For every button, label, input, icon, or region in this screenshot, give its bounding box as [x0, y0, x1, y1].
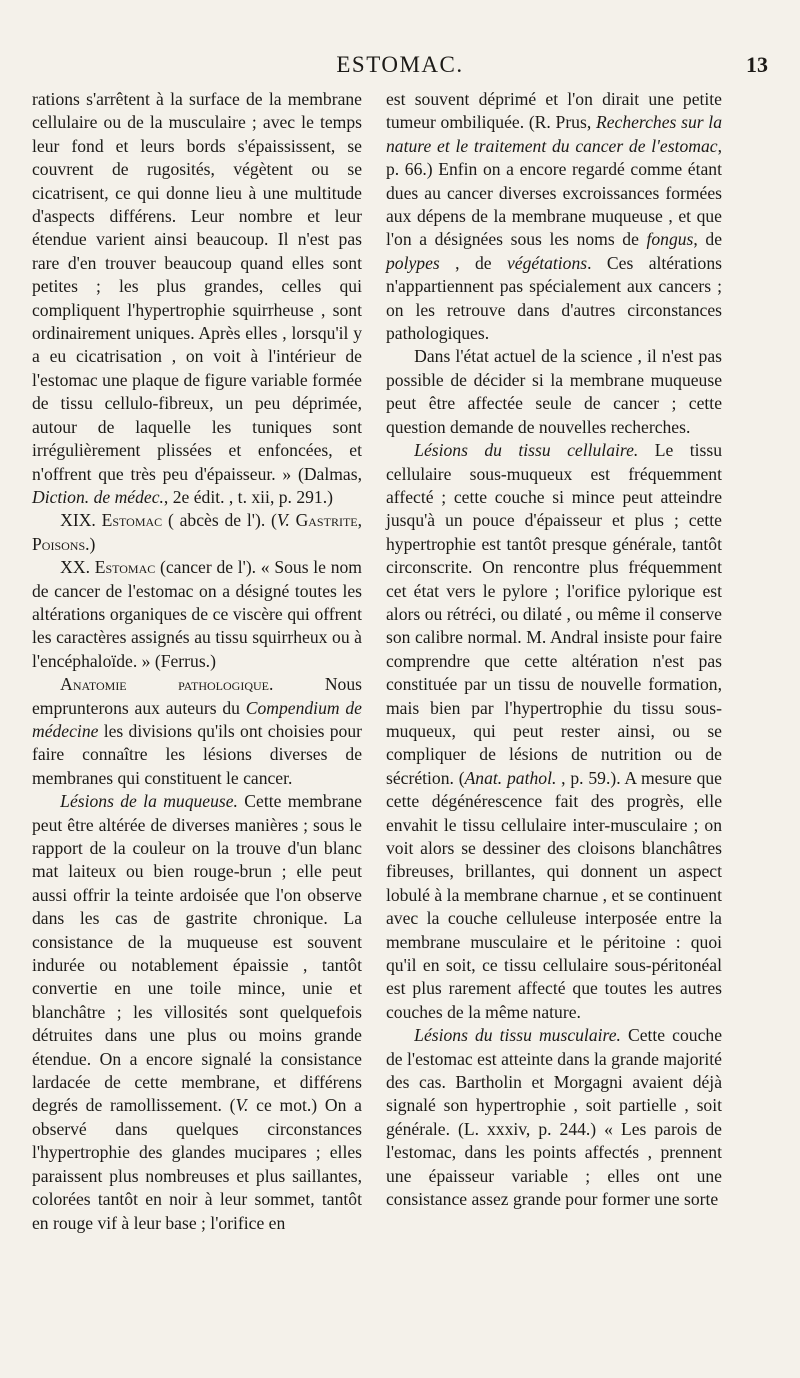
text: , de [439, 252, 507, 273]
column-divider [364, 92, 365, 1312]
text: rations s'arrêtent à la surface de la membrane cellulaire ou de la musculaire ; avec le temps leur fond et leurs bords s'épaississent, se couvrent de rugosités, végètent ou se cicatrisent, ce qui donne lieu à une multitude d'aspects différens. Leur nombre et leur étendue varient ainsi beaucoup. Il n'est pas rare d'en trouver beaucoup quand elles sont petites ; les plus grandes, celles qui compliquent l'hypertrophie squirrheuse , sont ordinairement uniques. Après elles , lorsqu'il y a eu cicatrisation , on voit à l'intérieur de l'estomac une plaque de figure variable formée de tissu cellulo-fibreux, un peu déprimée, autour de laquelle les tuniques sont irrégulièrement plissées et enfoncées, et n'offrent que très peu d'épaisseur. » (Dalmas, [32, 89, 362, 484]
text: Dans l'état actuel de la science , il n'est pas possible de décider si la membrane muqueuse peut être affectée seule de cancer ; cette question demande de nouvelles recherches. [386, 346, 722, 437]
paragraph-tissu-cellulaire [386, 439, 722, 1024]
citation: Anat. pathol. [464, 767, 557, 788]
running-head [0, 50, 800, 84]
text: , p. 59.). A mesure que cette dégénérescence fait des progrès, elle envahit le tissu cellulaire inter-musculaire ; on voit alors se dessiner des cloisons blanchâtres fibreuses, brillantes, qui donnent un aspect lobulé à la membrane charnue , et se continuent avec la couche celluleuse interposée entre la membrane musculaire et le péritoine : quoi qu'il en soit, ce tissu cellulaire sous-péritonéal est plus rarement affecté que toutes les autres couches de la même nature. [386, 767, 722, 1022]
text: , p. 66.) Enfin on a encore regardé comme étant dues au cancer diverses excroissances formées aux dépens de la membrane muqueuse , et que l'on a désignées sous les noms de [386, 135, 722, 250]
paragraph-tissu-musculaire [386, 1024, 722, 1211]
text: ce mot.) On a observé dans quelques circonstances l'hypertrophie des glandes mucipares ; elles paraissent plus nombreuses et plus saillantes, colorées tantôt en noir à leur sommet, tantôt en rouge vif à leur base ; l'orifice en [32, 1095, 362, 1233]
paragraph-etat-science [386, 345, 722, 439]
text: (cancer de l'). « Sous le nom de cancer de l'estomac on a désigné toutes les altérations organiques de ce viscère qui offrent les caractères assignés au tissu squirrheux ou à l'encéphaloïde. » (Ferrus.) [32, 557, 362, 671]
text: . Ces altérations n'appartiennent pas spécialement aux cancers ; on les retrouve dans d'autres circonstances pathologiques. [386, 252, 722, 344]
text: Nous emprunterons aux auteurs du [32, 674, 362, 718]
page-number: 13 [746, 52, 768, 77]
section-heading: Anatomie pathologique. [60, 674, 274, 695]
right-column [386, 88, 722, 1212]
section-heading: Lésions du tissu cellulaire. [414, 440, 639, 461]
text: les divisions qu'ils ont choisies pour faire connaître les lésions diverses de membranes qui constituent le cancer. [32, 720, 362, 788]
cross-reference: Gastrite, Poisons.) [32, 510, 362, 554]
left-column [32, 88, 362, 1235]
text: Cette membrane peut être altérée de diverses manières ; sous le rapport de la couleur on la trouve d'un blanc mat laiteux ou bien rouge-brun ; elle peut aussi offrir la teinte ardoisée que l'on observe dans les cas de gastrite chronique. La consistance de la muqueuse est souvent indurée ou notablement épaissie , tantôt convertie en une toile mince, unie et blanchâtre ; les villosités sont quelquefois détruites dans une plus ou moins grande étendue. On a encore signalé la consistance lardacée de cette membrane, et différens degrés de ramollissement. ( [32, 791, 362, 1116]
text: , 2e édit. , t. xii, p. 291.) [163, 486, 333, 507]
text: , de [693, 229, 723, 250]
entry-label: XX. Estomac [60, 557, 156, 578]
text: est souvent déprimé et l'on dirait une petite tumeur ombiliquée. (R. Prus, [386, 89, 722, 133]
term: polypes [386, 252, 440, 273]
citation: Compendium de médecine [32, 697, 362, 741]
citation: Diction. de médec. [32, 486, 164, 507]
page-title: ESTOMAC. [336, 52, 464, 77]
paragraph-continuation [386, 88, 722, 345]
paragraph-anatomie [32, 673, 362, 790]
entry-cancer [32, 556, 362, 673]
paragraph-ulcerations [32, 88, 362, 509]
text: Cette couche de l'estomac est atteinte dans la grande majorité des cas. Bartholin et Morgagni avaient déjà signalé son hypertrophie , soit partielle , soit générale. (L. xxxiv, p. 244.) « Les parois de l'estomac, dans les points affectés , prennent une épaisseur variable ; elles ont une consistance assez grande pour former une sorte [386, 1025, 722, 1210]
paragraph-muqueuse [32, 790, 362, 1235]
entry-label: XIX. Estomac [60, 510, 163, 531]
citation: Recherches sur la nature et le traitement du cancer de l'estomac [386, 112, 722, 156]
see-ref: V. [276, 510, 290, 531]
section-heading: Lésions du tissu musculaire. [414, 1025, 621, 1046]
entry-abces [32, 509, 362, 556]
see-ref: V. [235, 1095, 249, 1116]
term: fongus [646, 229, 694, 250]
text: Le tissu cellulaire sous-muqueux est fréquemment affecté ; cette couche si mince peut atteindre jusqu'à un pouce d'épaisseur et plus ; cette hypertrophie est tantôt presque générale, tantôt circonscrite. On rencontre plus fréquemment cet état vers le pylore ; l'orifice pylorique est alors ou rétréci, ou dilaté , ou même il conserve son calibre normal. M. Andral insiste pour faire comprendre que cette altération n'est pas constituée par un tissu de nouvelle formation, mais bien par l'hypertrophie du tissu sous-muqueux, qui peut rester ainsi, ou se compliquer de lésions de nutrition ou de sécrétion. ( [386, 440, 722, 788]
section-heading: Lésions de la muqueuse. [60, 791, 238, 812]
text: ( abcès de l'). ( [162, 510, 277, 531]
term: végétations [506, 252, 588, 273]
